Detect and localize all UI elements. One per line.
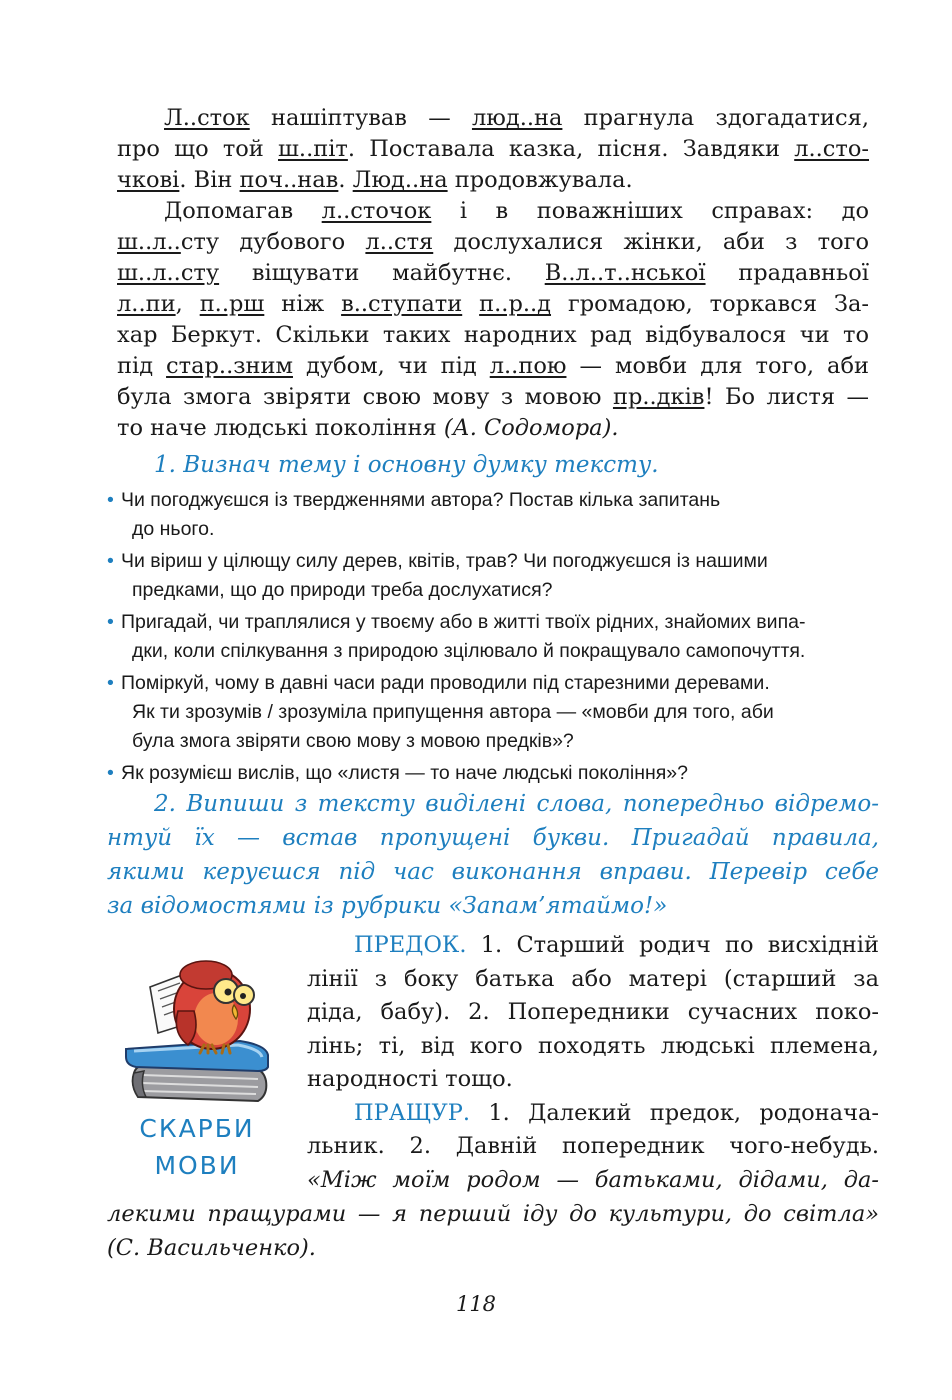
bullet-icon: • xyxy=(107,611,114,633)
question-item xyxy=(107,669,887,756)
text-line xyxy=(117,165,869,196)
task-2 xyxy=(107,787,879,923)
owl-on-books-illustration xyxy=(120,945,280,1115)
question-text xyxy=(107,547,887,605)
text: . xyxy=(338,167,353,193)
question-line: Поміркуй, чому в давні часи ради проводили під старезними деревами. xyxy=(121,672,770,694)
question-line: Чи віриш у цілющу силу дерев, квітів, трав? Чи погоджуєшся із нашими xyxy=(121,550,768,572)
text-line xyxy=(117,289,869,320)
highlighted-word: л..пи xyxy=(117,291,176,317)
text xyxy=(462,291,479,317)
term-heading: ПРЕДОК. xyxy=(354,932,467,958)
definition-line: лінь; ті, від кого походять людські племена, xyxy=(307,1032,879,1059)
text: 1. Далекий предок, родонача- xyxy=(470,1099,879,1126)
highlighted-word: п..рш xyxy=(199,291,265,317)
text: під xyxy=(117,353,167,379)
paragraph-2 xyxy=(117,196,869,444)
highlighted-word: в..ступати xyxy=(341,291,463,317)
text: віщувати майбутнє. xyxy=(219,260,545,286)
text-line xyxy=(117,382,869,413)
text: . Поставала казка, пісня. Завдяки xyxy=(347,136,795,162)
bullet-icon: • xyxy=(107,550,114,572)
highlighted-word: люд..на xyxy=(471,105,563,131)
definitions xyxy=(307,929,879,1197)
bullet-icon: • xyxy=(107,672,114,694)
question-item xyxy=(107,486,887,544)
rubric-label xyxy=(122,1110,272,1184)
text-line xyxy=(117,351,869,382)
highlighted-word: л..стя xyxy=(365,229,434,255)
question-item xyxy=(107,608,887,666)
text: і в поважніших справах: до xyxy=(431,198,869,224)
highlighted-word: л..сточок xyxy=(321,198,432,224)
task-line: за відомостями із рубрики «Запам’ятаймо!» xyxy=(107,893,668,919)
term-heading: ПРАЩУР. xyxy=(354,1099,471,1126)
bullet-icon: • xyxy=(107,762,114,784)
text: була змога звіряти свою мову з мовою xyxy=(117,384,613,410)
highlighted-word: Л..сток xyxy=(164,105,250,131)
question-line: Як розумієш вислів, що «листя — то наче людські покоління»? xyxy=(121,762,688,784)
question-line: Як ти зрозумів / зрозуміла припущення автора — «мовби для того, аби xyxy=(132,701,774,723)
page-number: 118 xyxy=(455,1292,497,1316)
definition-line: діда, бабу). 2. Попередники сучасних поко- xyxy=(307,999,879,1025)
definition-line: лінії з боку батька або матері (старший за xyxy=(307,965,879,992)
text-line xyxy=(117,134,869,165)
highlighted-word: стар..зним xyxy=(166,353,293,379)
question-line: предками, що до природи треба дослухатися? xyxy=(132,579,553,601)
question-text xyxy=(107,669,887,756)
highlighted-word: В..л..т..нської xyxy=(544,260,706,286)
text: . Він xyxy=(179,167,240,193)
quote-line: лекими пращурами — я перший іду до культури, до світла» xyxy=(107,1201,879,1227)
highlighted-word: л..сто- xyxy=(794,136,869,162)
question-line: до нього. xyxy=(132,518,215,540)
highlighted-word: ш..л.. xyxy=(117,229,181,255)
text: хар Беркут. Скільки таких народних рад відбувалося чи то xyxy=(117,322,869,348)
definition-line: льник. 2. Давній попередник чого-небудь. xyxy=(307,1133,879,1159)
text-line xyxy=(117,103,869,134)
highlighted-word: п..р..д xyxy=(479,291,552,317)
quote-line: (С. Васильченко). xyxy=(107,1234,316,1261)
highlighted-word: ш..піт xyxy=(278,136,348,162)
text: — мовби для того, аби xyxy=(566,353,869,379)
question-line: Чи погоджуєшся із твердженнями автора? Постав кілька запитань xyxy=(121,489,721,511)
definition-line xyxy=(307,929,879,963)
text: сту дубового xyxy=(180,229,366,255)
rubric-line: СКАРБИ xyxy=(139,1114,255,1143)
question-line: була змога звіряти свою мову з мовою предків»? xyxy=(132,730,574,752)
task-line: якими керуєшся під час виконання вправи. Перевір себе xyxy=(107,859,879,885)
question-item xyxy=(107,759,887,788)
question-text xyxy=(107,759,887,788)
highlighted-word: ш..л..сту xyxy=(117,260,220,286)
text-line xyxy=(117,227,869,258)
text-line xyxy=(117,320,869,351)
paragraph-1 xyxy=(117,103,869,196)
highlighted-word: поч..нав xyxy=(239,167,339,193)
citation: (А. Содомора). xyxy=(443,415,619,441)
question-line: дки, коли спілкування з природою зцілювало й покращувало самопочуття. xyxy=(132,640,806,662)
text: 1. Старший родич по висхідній xyxy=(466,932,879,958)
definition-line: «Між моїм родом — батьками, дідами, да- xyxy=(307,1166,879,1193)
task-1: 1. Визнач тему і основну думку тексту. xyxy=(154,452,659,478)
rubric-line: МОВИ xyxy=(154,1151,240,1180)
text-line xyxy=(117,196,869,227)
text: про що той xyxy=(117,136,279,162)
text: то наче людські покоління xyxy=(117,415,444,441)
text-line xyxy=(117,258,869,289)
question-text xyxy=(107,608,887,666)
bullet-icon: • xyxy=(107,489,114,511)
text: прагнула здогадатися, xyxy=(562,105,869,131)
text: дубом, чи під xyxy=(292,353,490,379)
highlighted-word: чкові xyxy=(117,167,180,193)
text-line xyxy=(117,413,869,444)
text: ніж xyxy=(264,291,342,317)
text: дослухалися жінки, аби з того xyxy=(433,229,870,255)
text: громадою, торкався За- xyxy=(551,291,869,317)
main-text xyxy=(117,103,869,444)
question-item xyxy=(107,547,887,605)
text: продовжувала. xyxy=(447,167,633,193)
question-line: Пригадай, чи траплялися у твоєму або в житті твоїх рідних, знайомих випа- xyxy=(121,611,806,633)
text: нашіптував — xyxy=(249,105,472,131)
question-text xyxy=(107,486,887,544)
task-line: 2. Випиши з тексту виділені слова, попередньо відремо- xyxy=(154,791,879,817)
definition-line: народності тощо. xyxy=(307,1066,513,1092)
text: прадавньої xyxy=(705,260,869,286)
task-line: нтуй їх — встав пропущені букви. Пригадай правила, xyxy=(107,825,879,851)
quote-continuation xyxy=(107,1198,879,1265)
text: ! Бо листя — xyxy=(704,384,869,410)
text: , xyxy=(175,291,200,317)
highlighted-word: Люд..на xyxy=(352,167,448,193)
highlighted-word: л..пою xyxy=(489,353,567,379)
highlighted-word: пр..дків xyxy=(612,384,705,410)
definition-line xyxy=(307,1097,879,1131)
text: Допомагав xyxy=(164,198,322,224)
question-list xyxy=(107,486,887,791)
